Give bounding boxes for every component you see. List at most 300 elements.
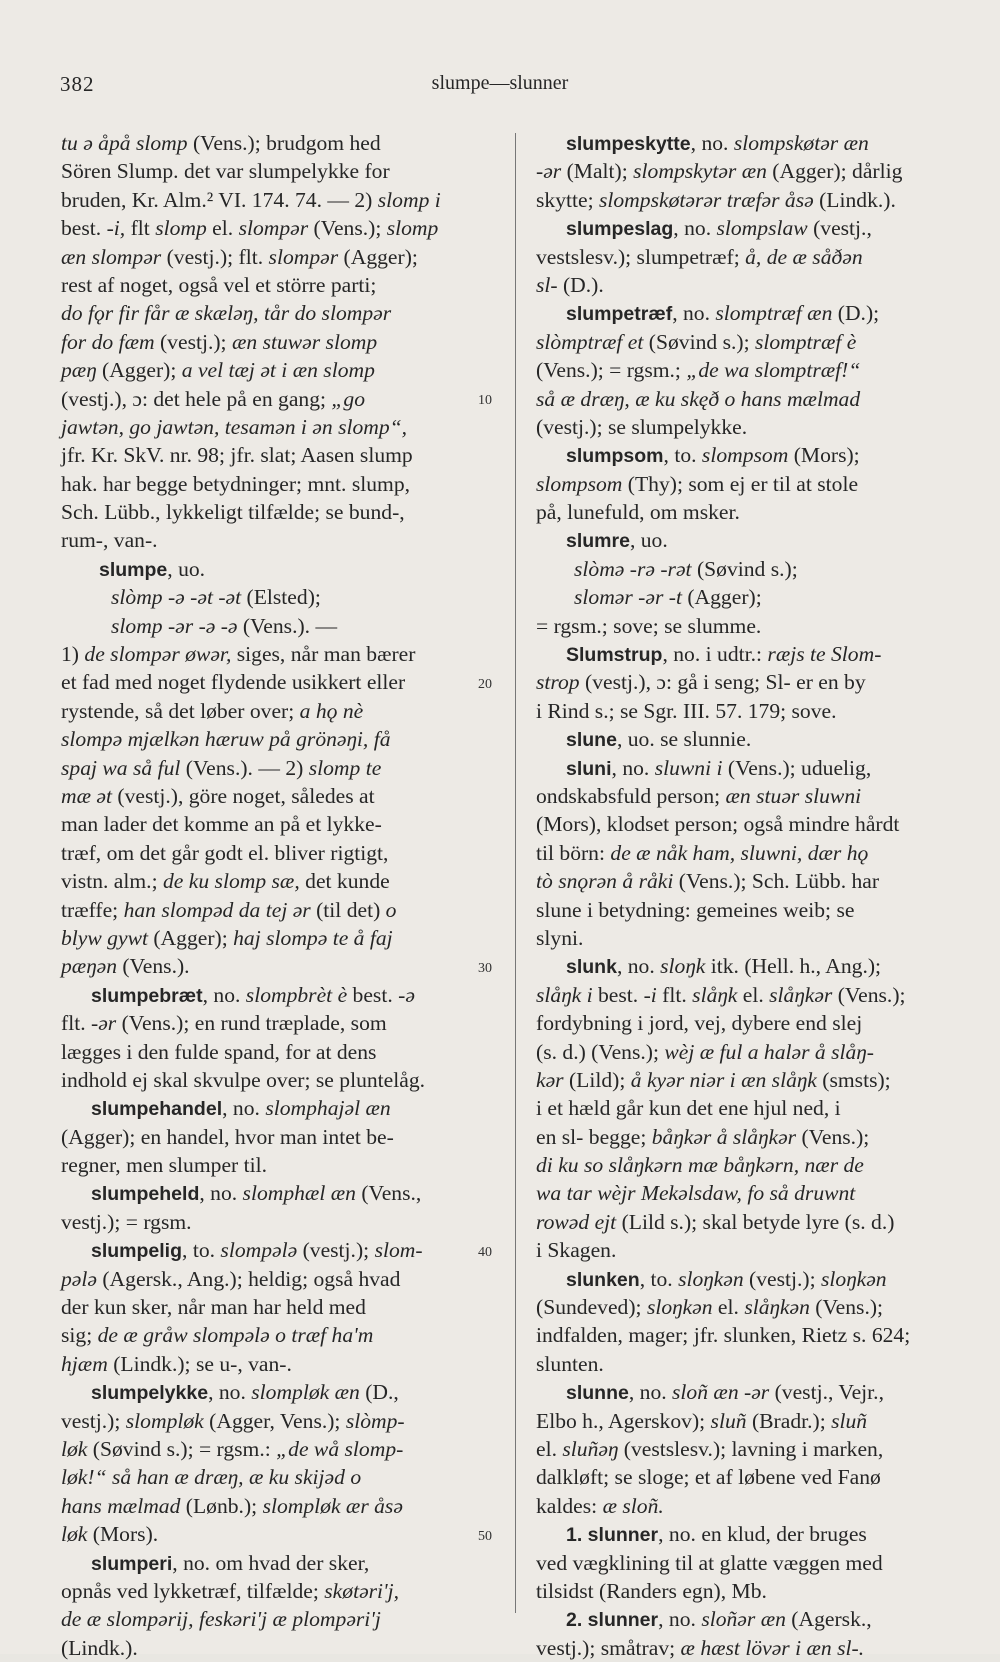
headword: sluni (566, 757, 612, 780)
text-segment: slompə mjælkən hæruw på grönəŋi, få (61, 727, 391, 752)
text-segment: (Vens.); uduelig, (722, 755, 872, 780)
text-segment: (Vens.). — (237, 613, 338, 638)
text-segment: (til det) (310, 897, 386, 922)
text-line (536, 498, 978, 526)
text-segment: (Vens.); Sch. Lübb. har (673, 869, 880, 894)
text-line (61, 1350, 491, 1378)
text-segment: (Sundeved); (536, 1295, 647, 1320)
text-line (536, 668, 978, 696)
text-segment: pələ (61, 1266, 97, 1291)
text-segment: (vestj.); (154, 329, 232, 354)
headword: slumpelig (91, 1240, 183, 1263)
text-segment: , no. (658, 1607, 702, 1632)
text-segment: en sl- begge; (536, 1124, 652, 1149)
text-segment: løk (61, 1522, 88, 1547)
text-segment: båŋkər å slåŋkər (651, 1124, 797, 1149)
text-segment: slompsom (701, 443, 789, 468)
text-line (536, 1549, 978, 1577)
text-segment: slomp (155, 216, 207, 241)
text-segment: slunten. (536, 1351, 604, 1376)
text-segment: slompskytər æn (633, 159, 767, 184)
text-line (536, 1407, 978, 1435)
text-segment: el. (737, 982, 770, 1007)
line-number: 50 (478, 1528, 492, 1544)
text-segment: siges, når man bærer (231, 642, 416, 667)
text-segment: a vel tæj ət i æn slomp (181, 358, 375, 383)
text-line (61, 612, 491, 640)
text-segment: æ hæst lövər i æn sl-. (680, 1635, 865, 1660)
text-line (61, 1236, 491, 1264)
text-segment: (Lindk.). (813, 187, 896, 212)
text-segment: , to. (182, 1238, 221, 1263)
text-line (61, 470, 491, 498)
text-segment: , no. (673, 216, 717, 241)
text-segment: slomphajəl æn (265, 1096, 391, 1121)
text-segment: Elbo h., Agerskov); (536, 1408, 711, 1433)
headword: slumpeslag (566, 218, 674, 241)
text-segment: tilsidst (Randers egn), Mb. (536, 1578, 767, 1603)
text-line (536, 640, 978, 668)
text-segment: slompsom (536, 471, 623, 496)
text-line (536, 697, 978, 725)
text-segment: (vestj.); (297, 1238, 375, 1263)
text-segment: , uo. se slunnie. (616, 727, 752, 752)
text-segment: (D.); (832, 301, 880, 326)
text-segment: (vestj.), ɔ: gå i seng; Sl- er en by (579, 670, 866, 695)
text-segment: (Lild); (563, 1067, 631, 1092)
text-segment: hans mælmad (61, 1493, 181, 1518)
text-segment: haj slompə te å faj (233, 925, 393, 950)
text-segment: slòmp -ə -ət -ət (111, 585, 242, 610)
line-number: 40 (478, 1244, 492, 1260)
text-segment: et fad med noget flydende usikkert eller (61, 670, 406, 695)
text-segment: (Vens.); brudgom hed (187, 131, 381, 155)
text-line (61, 385, 491, 413)
text-line (536, 356, 978, 384)
text-line (536, 413, 978, 441)
text-line (61, 214, 491, 242)
headword: 1. slunner (566, 1524, 659, 1547)
text-line (536, 1009, 978, 1037)
text-segment: slåŋk (692, 982, 738, 1007)
left-column (61, 129, 491, 1662)
text-segment: (vestj., Vejr., (769, 1380, 884, 1405)
text-segment: , no. (690, 131, 734, 155)
text-line (536, 1463, 978, 1491)
text-line (61, 271, 491, 299)
text-segment: (Vens.); (832, 982, 906, 1007)
text-line (536, 1435, 978, 1463)
text-segment: slompər (238, 216, 309, 241)
text-segment: de æ gråw slompələ o træf ha'm (97, 1323, 374, 1348)
text-line (61, 583, 491, 611)
text-line (61, 356, 491, 384)
text-segment: (vestj.), ɔ: det hele på en gang; (61, 386, 332, 411)
text-segment: flt. (61, 1011, 91, 1036)
text-segment: regner, men slumper til. (61, 1153, 268, 1178)
text-segment: kər (536, 1067, 564, 1092)
text-segment: slompløk ær åsə (262, 1493, 403, 1518)
text-segment: slomphæl æn (242, 1181, 356, 1206)
text-segment: løk (61, 1436, 88, 1461)
text-segment: bruden, Kr. Alm.² VI. 174. 74. — 2) (61, 187, 378, 212)
text-segment: -i (643, 982, 657, 1007)
text-segment: wa tar wèjr Mekəlsdaw, fo så druwnt (536, 1181, 856, 1206)
text-line (536, 1605, 978, 1633)
text-segment: sloŋk (660, 954, 706, 979)
text-segment: tu ə åpå slomp (61, 131, 188, 155)
text-line (536, 839, 978, 867)
text-line (536, 924, 978, 952)
text-line (536, 1577, 978, 1605)
text-segment: sl- (536, 272, 558, 297)
text-line (61, 1038, 491, 1066)
text-segment: å kyər niər i æn slåŋk (630, 1067, 817, 1092)
text-line (61, 1492, 491, 1520)
text-segment: æn stuər sluwni (725, 783, 862, 808)
text-segment: (smsts); (816, 1067, 891, 1092)
headword: slune (566, 729, 617, 752)
text-line (536, 470, 978, 498)
text-line (536, 782, 978, 810)
text-line (61, 1208, 491, 1236)
text-segment: jfr. Kr. SkV. nr. 98; jfr. slat; Aasen slump (61, 443, 413, 468)
text-line (536, 754, 978, 782)
text-line (536, 1208, 978, 1236)
text-segment: flt (125, 216, 156, 241)
text-segment: (Vens.); en rund træplade, som (116, 1011, 387, 1036)
text-line (61, 1549, 491, 1577)
line-number: 30 (478, 960, 492, 976)
text-segment: skytte; (536, 187, 599, 212)
text-segment: træffe; (61, 897, 124, 922)
text-segment: el. (206, 216, 239, 241)
text-line (536, 612, 978, 640)
text-line (536, 299, 978, 327)
text-segment: i Rind s.; se Sgr. III. 57. 179; sove. (536, 698, 837, 723)
text-segment: (vestj.); (743, 1266, 822, 1291)
text-line (536, 1520, 978, 1548)
text-segment: de ku slomp sæ, (162, 869, 300, 894)
text-segment: „go (331, 386, 366, 411)
text-segment: slompələ (220, 1238, 298, 1263)
text-segment: , no. (208, 1380, 252, 1405)
text-segment: (vestslesv.); lavning i marken, (618, 1436, 884, 1461)
text-segment: slompløk æn (251, 1380, 360, 1405)
text-line (61, 441, 491, 469)
text-segment: indfalden, mager; jfr. slunken, Rietz s. 624; (536, 1323, 911, 1348)
text-line (536, 243, 978, 271)
text-line (536, 952, 978, 980)
text-line (61, 668, 491, 696)
text-segment: (Lindk.). (61, 1635, 138, 1660)
headword: slumpebræt (91, 984, 203, 1007)
text-segment: slompslaw (716, 216, 808, 241)
right-column (536, 129, 978, 1662)
text-line (61, 328, 491, 356)
text-segment: , no. (611, 755, 655, 780)
text-line (61, 839, 491, 867)
text-line (61, 981, 491, 1009)
text-line (536, 1378, 978, 1406)
text-segment: „de wå slomp- (276, 1436, 404, 1461)
text-segment: (Agersk., (785, 1607, 872, 1632)
text-line (536, 328, 978, 356)
text-line (61, 952, 491, 980)
text-segment: sluñ (710, 1408, 747, 1433)
text-segment: best. (592, 982, 644, 1007)
text-line (536, 441, 978, 469)
text-segment: (D.). (557, 272, 604, 297)
text-segment: (Vens.); (796, 1124, 870, 1149)
text-segment: (Mors); (788, 443, 860, 468)
text-segment: sig; (61, 1323, 98, 1348)
text-segment: i et hæld går kun det ene hjul ned, i (536, 1096, 841, 1121)
headword: slunne (566, 1382, 629, 1405)
text-segment: (Lild s.); skal betyde lyre (s. d.) (616, 1209, 895, 1234)
headword: slunk (566, 956, 617, 979)
text-segment: (Vens.); (809, 1295, 884, 1320)
text-segment: pæŋ (61, 358, 97, 383)
text-line (61, 1123, 491, 1151)
text-line (61, 1066, 491, 1094)
text-segment: a hǫ nè (299, 698, 364, 723)
text-segment: mæ ət (61, 783, 112, 808)
text-segment: = rgsm.; sove; se slumme. (536, 613, 762, 638)
text-segment: slomp i (377, 187, 441, 212)
text-segment: rum-, van-. (61, 528, 158, 553)
text-segment: (Søvind s.); (691, 556, 798, 581)
text-segment: (Agger); (147, 925, 234, 950)
text-segment: , uo. (167, 556, 206, 581)
text-segment: Sören Slump. det var slumpelykke for (61, 159, 390, 184)
text-segment: jawtən, go jawtən, tesamən i ən slomp“, (61, 414, 408, 439)
text-line (536, 1151, 978, 1179)
text-segment: itk. (Hell. h., Ang.); (705, 954, 882, 979)
text-segment: -ə (398, 982, 415, 1007)
text-line (536, 186, 978, 214)
text-segment: vestj.); = rgsm. (61, 1209, 192, 1234)
text-line (61, 1407, 491, 1435)
text-segment: (Agger); dårlig (766, 159, 903, 184)
text-segment: sloŋkən (646, 1295, 713, 1320)
text-segment: best. (61, 216, 107, 241)
text-segment: man lader det komme an på et lykke- (61, 812, 382, 837)
text-segment: lægges i den fulde spand, for at dens (61, 1039, 377, 1064)
text-segment: di ku so slåŋkərn mæ båŋkərn, nær de (536, 1153, 864, 1178)
text-line (61, 782, 491, 810)
text-segment: (Malt); (561, 159, 634, 184)
text-segment: i Skagen. (536, 1238, 617, 1263)
text-line (61, 555, 491, 583)
text-segment: (Bradr.); (746, 1408, 832, 1433)
text-segment: , no. (672, 301, 716, 326)
text-segment: pæŋən (61, 954, 117, 979)
text-segment: , no. (222, 1096, 266, 1121)
text-segment: wèj æ ful a halər å slåŋ- (664, 1039, 874, 1064)
text-line (61, 413, 491, 441)
text-segment: , to. (663, 443, 702, 468)
text-segment: å, de æ såðən (745, 244, 863, 269)
text-line (61, 243, 491, 271)
text-segment: strop (536, 670, 580, 695)
text-segment: vestj.); (61, 1408, 126, 1433)
text-segment: -ər (536, 159, 562, 184)
headword: slumpetræf (566, 303, 673, 326)
text-segment: slåŋkər (769, 982, 833, 1007)
text-segment: sloñər æn (701, 1607, 786, 1632)
text-segment: (D., (359, 1380, 399, 1405)
text-line (536, 583, 978, 611)
text-segment: til börn: (536, 840, 611, 865)
text-line (61, 157, 491, 185)
text-segment: , to. (639, 1266, 679, 1291)
headword: slumpelykke (91, 1382, 209, 1405)
text-segment: ondskabsfuld person; (536, 783, 726, 808)
text-line (61, 498, 491, 526)
text-segment: (Vens.); (308, 216, 387, 241)
text-line (61, 810, 491, 838)
text-line (536, 555, 978, 583)
text-segment: vestslesv.); slumpetræf; (536, 244, 746, 269)
text-segment: dalkløft; se sloge; et af løbene ved Fanø (536, 1465, 881, 1490)
text-segment: slòmptræf et (536, 329, 644, 354)
text-segment: (Agger); (96, 358, 182, 383)
text-segment: slune i betydning: gemeines weib; se (536, 897, 855, 922)
text-segment: fordybning i jord, vej, dybere end slej (536, 1011, 863, 1036)
text-line (536, 526, 978, 554)
text-segment: slyni. (536, 925, 584, 950)
text-segment: hjæm (61, 1351, 108, 1376)
text-segment: slomp (386, 216, 439, 241)
text-segment: 1) (61, 642, 85, 667)
text-segment: rest af noget, også vel et större parti; (61, 272, 377, 297)
headword: slumpeheld (91, 1183, 200, 1206)
text-segment: det kunde (299, 869, 390, 894)
text-line (61, 867, 491, 895)
text-segment: (s. d.) (Vens.); (536, 1039, 665, 1064)
text-line (536, 214, 978, 242)
text-segment: han slompəd da tej ər (123, 897, 311, 922)
text-segment: , no. i udtr.: (662, 642, 768, 667)
running-head: slumpe—slunner (431, 72, 569, 94)
text-line (61, 186, 491, 214)
text-segment: (Vens.); = rgsm.; (536, 358, 687, 383)
text-segment: opnås ved lykketræf, tilfælde; (61, 1578, 325, 1603)
text-line (536, 896, 978, 924)
text-line (61, 725, 491, 753)
column-divider (515, 133, 516, 1613)
text-segment: indhold ej skal skvulpe over; se pluntelåg. (61, 1067, 426, 1092)
text-segment: (Agersk., Ang.); heldig; også hvad (96, 1266, 401, 1291)
text-segment: slomp te (308, 755, 382, 780)
text-segment: slåŋk i (536, 982, 593, 1007)
text-line (536, 1066, 978, 1094)
text-segment: do fǫr fir får æ skæləŋ, tår do slompər (61, 301, 392, 326)
text-line (61, 1520, 491, 1548)
text-segment: „de wa slomptræf!“ (686, 358, 861, 383)
text-line (61, 640, 491, 668)
text-line (61, 299, 491, 327)
text-segment: løk!“ så han æ dræŋ, æ ku skijəd o (61, 1465, 362, 1490)
text-segment: el. (536, 1436, 563, 1461)
text-line (61, 754, 491, 782)
headword: slumpsom (566, 445, 664, 468)
text-line (61, 1009, 491, 1037)
text-segment: sluñ (831, 1408, 868, 1433)
text-segment: Sch. Lübb., lykkeligt tilfælde; se bund-, (61, 500, 405, 525)
text-segment: (Elsted); (241, 585, 321, 610)
text-segment: slomptræf æn (715, 301, 833, 326)
text-line (536, 1236, 978, 1264)
text-segment: slåŋkən (744, 1295, 810, 1320)
text-line (536, 1038, 978, 1066)
text-segment: for do fæm (61, 329, 155, 354)
text-segment: slompløk (125, 1408, 204, 1433)
text-segment: så æ dræŋ, æ ku skęð o hans mælmad (536, 386, 861, 411)
text-line (536, 1634, 978, 1662)
text-segment: æn stuwər slomp (231, 329, 378, 354)
text-segment: (Agger); en handel, hvor man intet be- (61, 1124, 394, 1149)
text-segment: o (385, 897, 397, 922)
text-segment: vistn. alm.; (61, 869, 163, 894)
page-number: 382 (60, 72, 95, 96)
text-segment: sluwni i (654, 755, 723, 780)
text-segment: sloŋkən (821, 1266, 887, 1291)
headword: slumpehandel (91, 1098, 223, 1121)
text-segment: (Vens.). — 2) (180, 755, 309, 780)
text-segment: (vestj.); se slumpelykke. (536, 414, 748, 439)
text-segment: (Vens.). (117, 954, 190, 979)
text-line (61, 1094, 491, 1122)
text-line (61, 526, 491, 554)
page-header (60, 72, 940, 112)
line-number: 20 (478, 676, 492, 692)
headword: slumpeskytte (566, 133, 691, 155)
text-line (61, 1179, 491, 1207)
text-segment: (Lindk.); se u-, van-. (107, 1351, 292, 1376)
text-line (61, 697, 491, 725)
text-segment: el. (712, 1295, 745, 1320)
text-segment: slomptræf è (754, 329, 857, 354)
text-segment: på, lunefuld, om msker. (536, 500, 740, 525)
line-number: 10 (478, 392, 492, 408)
text-line (61, 1435, 491, 1463)
text-segment: sluñəŋ (562, 1436, 619, 1461)
text-segment: skøtəri'j, (324, 1578, 400, 1603)
text-line (61, 129, 491, 157)
text-segment: hak. har begge betydninger; mnt. slump, (61, 471, 411, 496)
text-segment: slòmp- (345, 1408, 405, 1433)
text-segment: , no. (616, 954, 661, 979)
text-segment: de æ nåk ham, sluwni, dær hǫ (610, 840, 869, 865)
text-line (536, 157, 978, 185)
text-segment: spaj wa så ful (61, 755, 181, 780)
text-line (536, 1179, 978, 1207)
text-line (61, 1378, 491, 1406)
text-segment: slòmə -rə -rət (574, 556, 692, 581)
text-segment: (Mors), klodset person; også mindre hårdt (536, 812, 900, 837)
text-segment: (Agger); (681, 585, 762, 610)
text-segment: (Søvind s.); (643, 329, 755, 354)
text-line (61, 896, 491, 924)
text-segment: kaldes: (536, 1493, 603, 1518)
text-line (61, 924, 491, 952)
text-line (536, 810, 978, 838)
text-segment: blyw gywt (61, 925, 148, 950)
text-line (61, 1634, 491, 1662)
text-line (61, 1265, 491, 1293)
